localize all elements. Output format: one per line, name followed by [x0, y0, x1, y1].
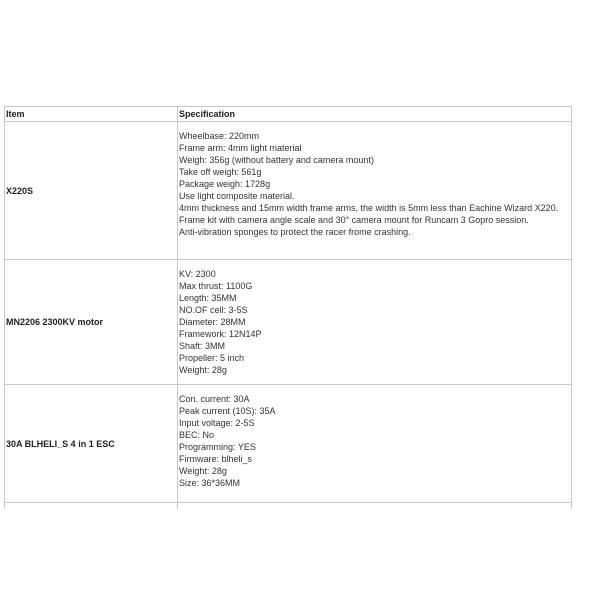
item-name: MN2206 2300KV motor — [5, 260, 178, 385]
spec-line: Length: 35MM — [179, 293, 237, 303]
specification-header: Specification — [178, 107, 572, 122]
table-row — [5, 260, 572, 385]
table-row — [5, 385, 572, 503]
spec-line: Propeller: 5 inch — [179, 353, 245, 363]
item-name: X220S — [5, 122, 178, 260]
spec-line: Frame arm: 4mm light material — [179, 143, 302, 153]
spec-line: Frame kit with camera angle scale and 30° camera mount for Runcam 3 Gopro session. — [179, 215, 529, 225]
spec-line: Shaft: 3MM — [179, 341, 226, 351]
spec-line: Weight: 28g — [179, 365, 227, 375]
spec-line: Wheelbase: 220mm — [179, 131, 260, 141]
spec-line: Diameter: 28MM — [179, 317, 246, 327]
spec-line: Use light composite material. — [179, 191, 295, 201]
spec-line: Input voltage: 2-5S — [179, 418, 255, 428]
empty-cell — [178, 503, 572, 509]
item-header: Item — [5, 107, 178, 122]
spec-list — [178, 385, 572, 503]
table-row — [5, 122, 572, 260]
spec-line: BEC: No — [179, 430, 215, 440]
spec-line: Package weigh: 1728g — [179, 179, 271, 189]
spec-line: Max thrust: 1100G — [179, 281, 253, 291]
spec-line: NO.OF cell: 3-5S — [179, 305, 248, 315]
spec-line: Framework: 12N14P — [179, 329, 262, 339]
spec-list — [178, 260, 572, 385]
table-row-empty — [5, 503, 572, 509]
spec-line: Take off weigh: 561g — [179, 167, 262, 177]
spec-line: 4mm thickness and 15mm width frame arms, the width is 5mm less than Eachine Wizard X220. — [179, 203, 559, 213]
spec-line: Peak current (10S): 35A — [179, 406, 276, 416]
empty-cell — [5, 503, 178, 509]
item-name: 30A BLHELI_S 4 in 1 ESC — [5, 385, 178, 503]
spec-line: Weigh: 356g (without battery and camera mount) — [179, 155, 374, 165]
spec-line: KV: 2300 — [179, 269, 216, 279]
spec-list — [178, 122, 572, 260]
spec-line: Weight: 28g — [179, 466, 227, 476]
spec-line: Anti-vibration sponges to protect the racer frome crashing. — [179, 227, 411, 237]
spec-line: Firmware: blheli_s — [179, 454, 253, 464]
table-header-row — [5, 107, 572, 122]
spec-line: Con. current: 30A — [179, 394, 250, 404]
spec-line: Programming: YES — [179, 442, 256, 452]
spec-line: Size: 36*36MM — [179, 478, 241, 488]
spec-table — [4, 106, 572, 509]
